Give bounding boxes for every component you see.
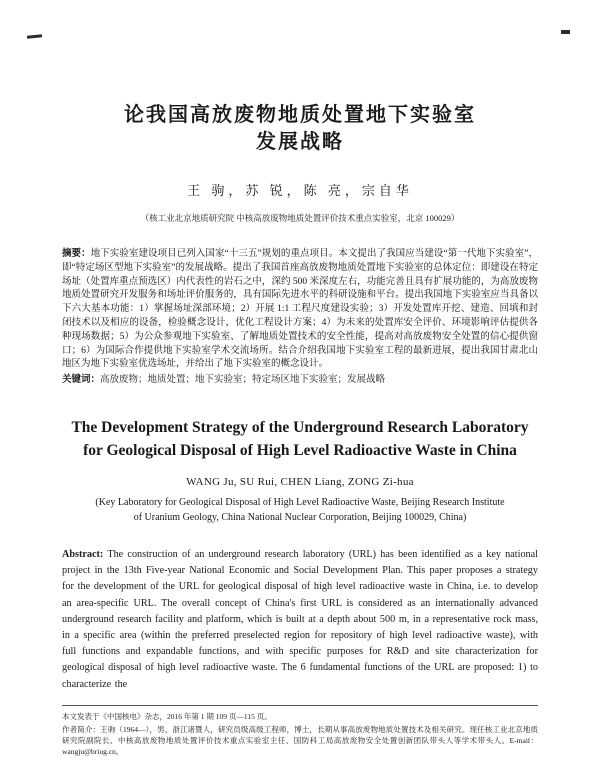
abstract-zh <box>62 248 538 372</box>
footnote-author-bio: 作者简介：王驹（1964—），男，浙江诸暨人，研究员级高级工程师，博士，长期从事高放废物地质处置技术及相关研究。现任核工业北京地质研究院副院长、中核高放废物地质处置评价技术重点实验室主任、国防科工局高放废物安全处置创新团队带头人等学术带头人。E-mail：wangju@briug.cn。 <box>62 725 538 756</box>
paper-title-zh-line1: 论我国高放废物地质处置地下实验室 <box>124 104 476 126</box>
abstract-en-text: The construction of an underground research laboratory (URL) has been identified as a key national project in the 13th Five-year National Economic and Social Development Plan. This paper proposes a strategy for the development of the URL for geological disposal of high level radioactive waste in China, i.e. to develop an area-specific URL. The overall concept of China's first URL is considered as an internationally advanced underground research facility and platform, which is built at a depth about 500 m, in a representative rock mass, in a specific area (within the preferred preselected region for repository of high level radioactive waste), with full functions and expandable functions, and with specific purposes for R&D and site characterization for geological disposal of high level radioactive waste. The 6 fundamental functions of the URL are proposed: 1) to characterize the <box>62 548 538 690</box>
keywords-zh-label: 关键词： <box>62 375 101 386</box>
affiliation-en-line2: of Uranium Geology, China National Nuclear Corporation, Beijing 100029, China) <box>133 511 467 523</box>
keywords-zh-text: 高放废物；地质处置；地下实验室；特定场区地下实验室；发展战略 <box>100 375 386 386</box>
scan-artifact-left <box>27 34 42 39</box>
affiliation-zh: （核工业北京地质研究院 中核高放废物地质处置评价技术重点实验室，北京 100029） <box>140 213 460 223</box>
affiliation-en <box>62 495 538 525</box>
authors-en: WANG Ju, SU Rui, CHEN Liang, ZONG Zi-hua <box>186 475 414 488</box>
keywords-zh <box>62 374 538 388</box>
abstract-zh-label: 摘要： <box>62 249 91 259</box>
authors-zh: 王 驹，苏 锐，陈 亮，宗自华 <box>187 183 413 198</box>
paper-title-en-line1: The Development Strategy of the Underground Research Laboratory <box>71 418 529 436</box>
footnote-publication-note: 本文发表于《中国核电》杂志，2016 年第 1 期 109 页—115 页。 <box>62 712 272 721</box>
paper-title-en <box>62 416 538 462</box>
paper-title-zh-line2: 发展战略 <box>256 131 344 153</box>
affiliation-en-line1: (Key Laboratory for Geological Disposal of High Level Radioactive Waste, Beijing Research Institute <box>95 496 505 508</box>
paper-title-zh <box>62 0 538 156</box>
abstract-en <box>62 547 538 693</box>
abstract-en-label: Abstract: <box>62 548 104 560</box>
paper-title-en-line2: for Geological Disposal of High Level Radioactive Waste in China <box>83 441 517 459</box>
scan-artifact-right <box>561 30 570 34</box>
abstract-zh-text: 地下实验室建设项目已列入国家“十三五”规划的重点项目。本文提出了我国应当建设“第一代地下实验室”，即“特定场区型地下实验室”的发展战略。提出了我国首座高放废物地质处置地下实验室的总体定位：即建设在特定场址（处置库重点预选区）内代表性的岩石之中，深约 500 米深度左右，功能完善且具有扩展功能的，为高放废物地质处置研究开发服务和场址评价服务的，具有国际先进水平的科研设施和平台。提出我国地下实验室应当具备以下六大基本功能：1）掌握场址深部环境；2）开展 1:1 工程尺度建设实验；3）开发处置库开挖、建造、回填和封闭技术以及相应的设备，检验概念设计，优化工程设计方案；4）为未来的处置库安全评价、环境影响评估提供各种现场数据；5）为公众参观地下实验室、了解地质处置技术的安全性能，提高对高放废物安全处置的信心提供窗口；6）为国际合作提供地下实验室学术交流场所。结合介绍我国地下实验室工程的最新进展，提出我国甘肃北山地区为地下实验室优选场址，并给出了地下实验室的概念设计。 <box>62 249 538 370</box>
footnote-section <box>62 705 538 759</box>
